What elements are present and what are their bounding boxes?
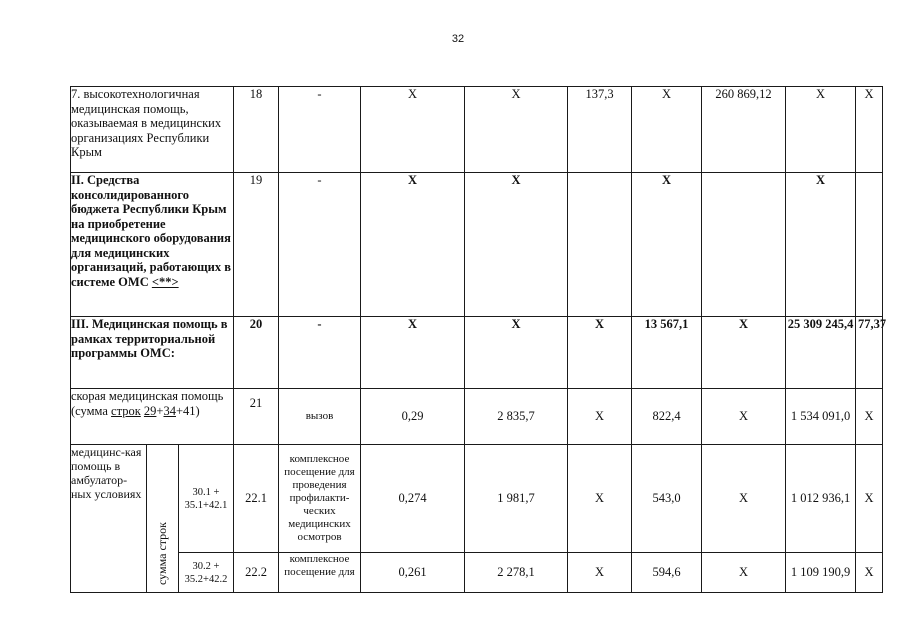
unit-cell: - (279, 87, 361, 173)
table-row (71, 389, 883, 445)
value-cell: 0,274 (361, 445, 465, 553)
value-cell: 1 981,7 (465, 445, 568, 553)
value-cell: X (568, 317, 632, 389)
value-cell: X (856, 445, 883, 553)
value-cell: X (702, 553, 786, 593)
value-cell (856, 173, 883, 317)
value-cell: X (702, 389, 786, 445)
value-cell (702, 173, 786, 317)
row-reference-link[interactable]: строк (111, 403, 141, 418)
value-cell: 260 869,12 (702, 87, 786, 173)
ambulatory-care-name: медицинс-кая помощь в амбулатор-ных условиях (71, 445, 147, 593)
value-cell: X (632, 173, 702, 317)
row-number: 22.2 (234, 553, 279, 593)
value-cell: X (568, 553, 632, 593)
value-cell: 543,0 (632, 445, 702, 553)
value-cell: X (856, 87, 883, 173)
rows-sum-label: сумма строк (147, 445, 179, 593)
row-number: 18 (234, 87, 279, 173)
table-row (71, 553, 883, 593)
table-row (71, 173, 883, 317)
value-cell: X (702, 317, 786, 389)
row-number: 21 (234, 389, 279, 445)
footnote-link[interactable]: <**> (151, 274, 179, 289)
page-number: 32 (451, 33, 465, 45)
value-cell: X (856, 389, 883, 445)
unit-cell: - (279, 173, 361, 317)
table-row (71, 317, 883, 389)
row-number: 20 (234, 317, 279, 389)
value-cell: X (465, 317, 568, 389)
row-reference-link[interactable]: 34 (163, 403, 176, 418)
unit-cell: комплексное посещение для (279, 553, 361, 593)
row-reference-link[interactable]: 29 (143, 403, 157, 418)
value-cell: X (632, 87, 702, 173)
medical-care-table (70, 86, 887, 593)
row-name: 7. высокотехнологичная медицинская помощь, оказываемая в медицинских организациях Республики Крым (71, 87, 234, 173)
value-cell: 822,4 (632, 389, 702, 445)
value-cell: X (465, 87, 568, 173)
value-cell: 25 309 245,4 (786, 317, 856, 389)
formula-cell: 30.2 + 35.2+42.2 (179, 553, 234, 593)
row-name-text: II. Средства консолидированного бюджета Республики Крым на приобретение медицинского оборудования для медицинских организаций, работающих в системе ОМС (71, 173, 232, 289)
value-cell: X (568, 445, 632, 553)
value-cell: X (361, 87, 465, 173)
value-cell: 13 567,1 (632, 317, 702, 389)
value-cell: X (856, 553, 883, 593)
value-cell: 594,6 (632, 553, 702, 593)
unit-cell: комплексное посещение для проведения профилакти-ческих медицинских осмотров (279, 445, 361, 553)
value-cell: 0,261 (361, 553, 465, 593)
row-name: III. Медицинская помощь в рамках территориальной программы ОМС: (71, 317, 234, 389)
row-number: 19 (234, 173, 279, 317)
row-name: скорая медицинская помощь (сумма строк 29+34+41) (71, 389, 234, 445)
formula-cell: 30.1 + 35.1+42.1 (179, 445, 234, 553)
value-cell: 137,3 (568, 87, 632, 173)
value-cell: X (702, 445, 786, 553)
value-cell: X (786, 173, 856, 317)
value-cell: 0,29 (361, 389, 465, 445)
value-cell: X (568, 389, 632, 445)
value-cell: X (361, 317, 465, 389)
value-cell: X (786, 87, 856, 173)
unit-cell: - (279, 317, 361, 389)
value-cell: 1 109 190,9 (786, 553, 856, 593)
row-name (71, 173, 234, 317)
row-name-text: скорая медицинская помощь (71, 389, 224, 403)
table-row (71, 87, 883, 173)
unit-cell: вызов (279, 389, 361, 445)
row-number: 22.1 (234, 445, 279, 553)
table-row (71, 445, 883, 553)
value-cell (568, 173, 632, 317)
value-cell: 77,37 (856, 317, 883, 389)
value-cell: 2 835,7 (465, 389, 568, 445)
value-cell: X (361, 173, 465, 317)
value-cell: 2 278,1 (465, 553, 568, 593)
value-cell: X (465, 173, 568, 317)
value-cell: 1 534 091,0 (786, 389, 856, 445)
value-cell: 1 012 936,1 (786, 445, 856, 553)
